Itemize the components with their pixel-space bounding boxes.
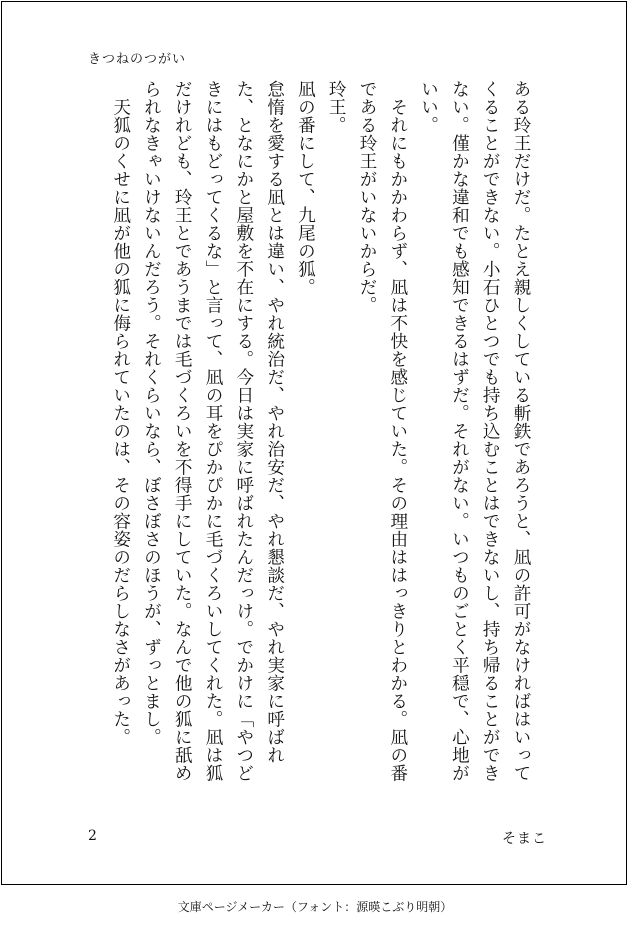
body-paragraph: ある玲王だけだ。たとえ親しくしている斬鉄であろうと、凪の許可がなければはいってくることができない。小石ひとつでも持ち込むことはできないし、持ち帰ることができない。僅かな違和でも感知できるはずだ。それがない。いつものごとく平穏で、心地がいい。 bbox=[418, 80, 531, 782]
page-frame bbox=[1, 1, 627, 885]
author-name: そまこ bbox=[502, 831, 547, 847]
body-paragraph: それにもかかわらず、凪は不快を感じていた。その理由ははっきりとわかる。凪の番である玲王がいないからだ。 bbox=[357, 80, 408, 782]
generator-credit: 文庫ページメーカー（フォント：源暎こぶり明朝） bbox=[177, 900, 453, 914]
body-paragraph: 凪の番にして、九尾の狐。 bbox=[295, 80, 316, 296]
running-header-title: きつねのつがい bbox=[88, 52, 187, 67]
body-paragraph: 玲王。 bbox=[326, 80, 347, 134]
body-paragraph: 怠惰を愛する凪とは違い、やれ統治だ、やれ治安だ、やれ懇談だ、やれ実家に呼ばれた、となにかと屋敷を不在にする。今日は実家に呼ばれたんだっけ。でかけに「やつどきにはもどってくるな」と言って、凪の耳をぴかぴかに毛づくろいしてくれた。凪は狐だけれども、玲王とであうまでは毛づくろいを不得手にしていた。なんで他の狐に舐められなきゃいけないんだろう。それくらいなら、ぼさぼさのほうが、ずっとまし。 bbox=[141, 80, 285, 782]
vertical-body-text bbox=[74, 80, 536, 792]
body-paragraph: 天狐のくせに凪が他の狐に侮られていたのは、その容姿のだらしなさがあった。 bbox=[110, 80, 131, 746]
page-number: 2 bbox=[88, 828, 97, 844]
